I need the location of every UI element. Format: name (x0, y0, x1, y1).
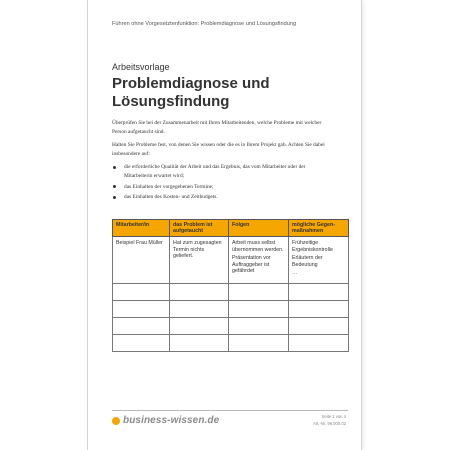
empty-cell (170, 318, 229, 335)
measure-text: Frühzeitige Ergebniskontrolle (292, 240, 333, 253)
document-title: Problemdiagnose und Lösungsfindung (112, 75, 270, 110)
bullet-icon (113, 196, 116, 199)
document-kind: Arbeitsvorlage (112, 62, 170, 72)
empty-cell (170, 284, 229, 301)
table-header-row (113, 220, 349, 237)
empty-cell (170, 335, 229, 352)
list-item (112, 163, 332, 180)
article-number: Art.-Nr. 99.000.02 (312, 421, 346, 426)
running-header: Führen ohne Vorgesetztenfunktion: Problemdiagnose und Lösungsfindung (112, 21, 297, 27)
table-row (113, 301, 349, 318)
instruction-paragraph: Halten Sie Probleme fest, von denen Sie wissen oder die es in Ihrem Projekt gab. Achten Sie dabei insbesondere auf: (112, 142, 325, 157)
table-row-example (113, 237, 349, 284)
empty-cell (113, 301, 170, 318)
table-row (113, 318, 349, 335)
list-item (112, 193, 332, 202)
problem-table (112, 219, 349, 352)
measure-text: … (292, 270, 298, 277)
list-item-text: das Einhalten der vorgegebenen Termine; (124, 183, 214, 190)
cell-employee: Beispiel Frau Müller (113, 237, 170, 284)
consequence-text: Arbeit muss selbst übernommen werden. (232, 240, 284, 253)
intro-paragraph: Überprüfen Sie bei der Zusammenarbeit mit Ihren Mitarbeitenden, welche Probleme mit welcher Person aufgetaucht sind. (112, 120, 322, 135)
body-text (112, 119, 332, 204)
focus-list (112, 163, 332, 201)
bullet-icon (113, 166, 116, 169)
empty-cell (289, 284, 349, 301)
empty-cell (229, 318, 289, 335)
empty-cell (113, 318, 170, 335)
consequence-text: Präsentation vor Auftraggeber ist gefährdet (232, 255, 271, 275)
list-item (112, 183, 332, 192)
cell-problem: Hat zum zugesagten Termin nichts geliefert. (170, 237, 229, 284)
list-item-text: die erforderliche Qualität der Arbeit und das Ergebnis, das vom Mitarbeiter oder der Mitarbeiterin erwartet wird; (124, 164, 306, 179)
empty-cell (113, 335, 170, 352)
brand-logo-text: business-wissen.de (123, 415, 220, 426)
table-row (113, 335, 349, 352)
empty-cell (229, 301, 289, 318)
empty-cell (289, 335, 349, 352)
empty-cell (229, 284, 289, 301)
empty-cell (289, 301, 349, 318)
bullet-icon (113, 185, 116, 188)
cell-consequences (229, 237, 289, 284)
empty-cell (289, 318, 349, 335)
table-row (113, 284, 349, 301)
brand-dot-icon (112, 417, 120, 425)
column-header-employee: Mitarbeiter/in (113, 220, 170, 237)
empty-cell (229, 335, 289, 352)
list-item-text: das Einhalten des Kosten- und Zeitbudgets. (124, 194, 218, 201)
footer-divider (112, 410, 348, 411)
measure-text: Erläutern der Bedeutung (292, 255, 323, 268)
cell-measures (289, 237, 349, 284)
column-header-measures: mögliche Gegen-maßnahmen (289, 220, 349, 237)
empty-cell (170, 301, 229, 318)
empty-cell (113, 284, 170, 301)
page-number: Seite 1 von 4 (321, 414, 346, 419)
column-header-problem: das Problem ist aufgetaucht (170, 220, 229, 237)
column-header-consequences: Folgen (229, 220, 289, 237)
